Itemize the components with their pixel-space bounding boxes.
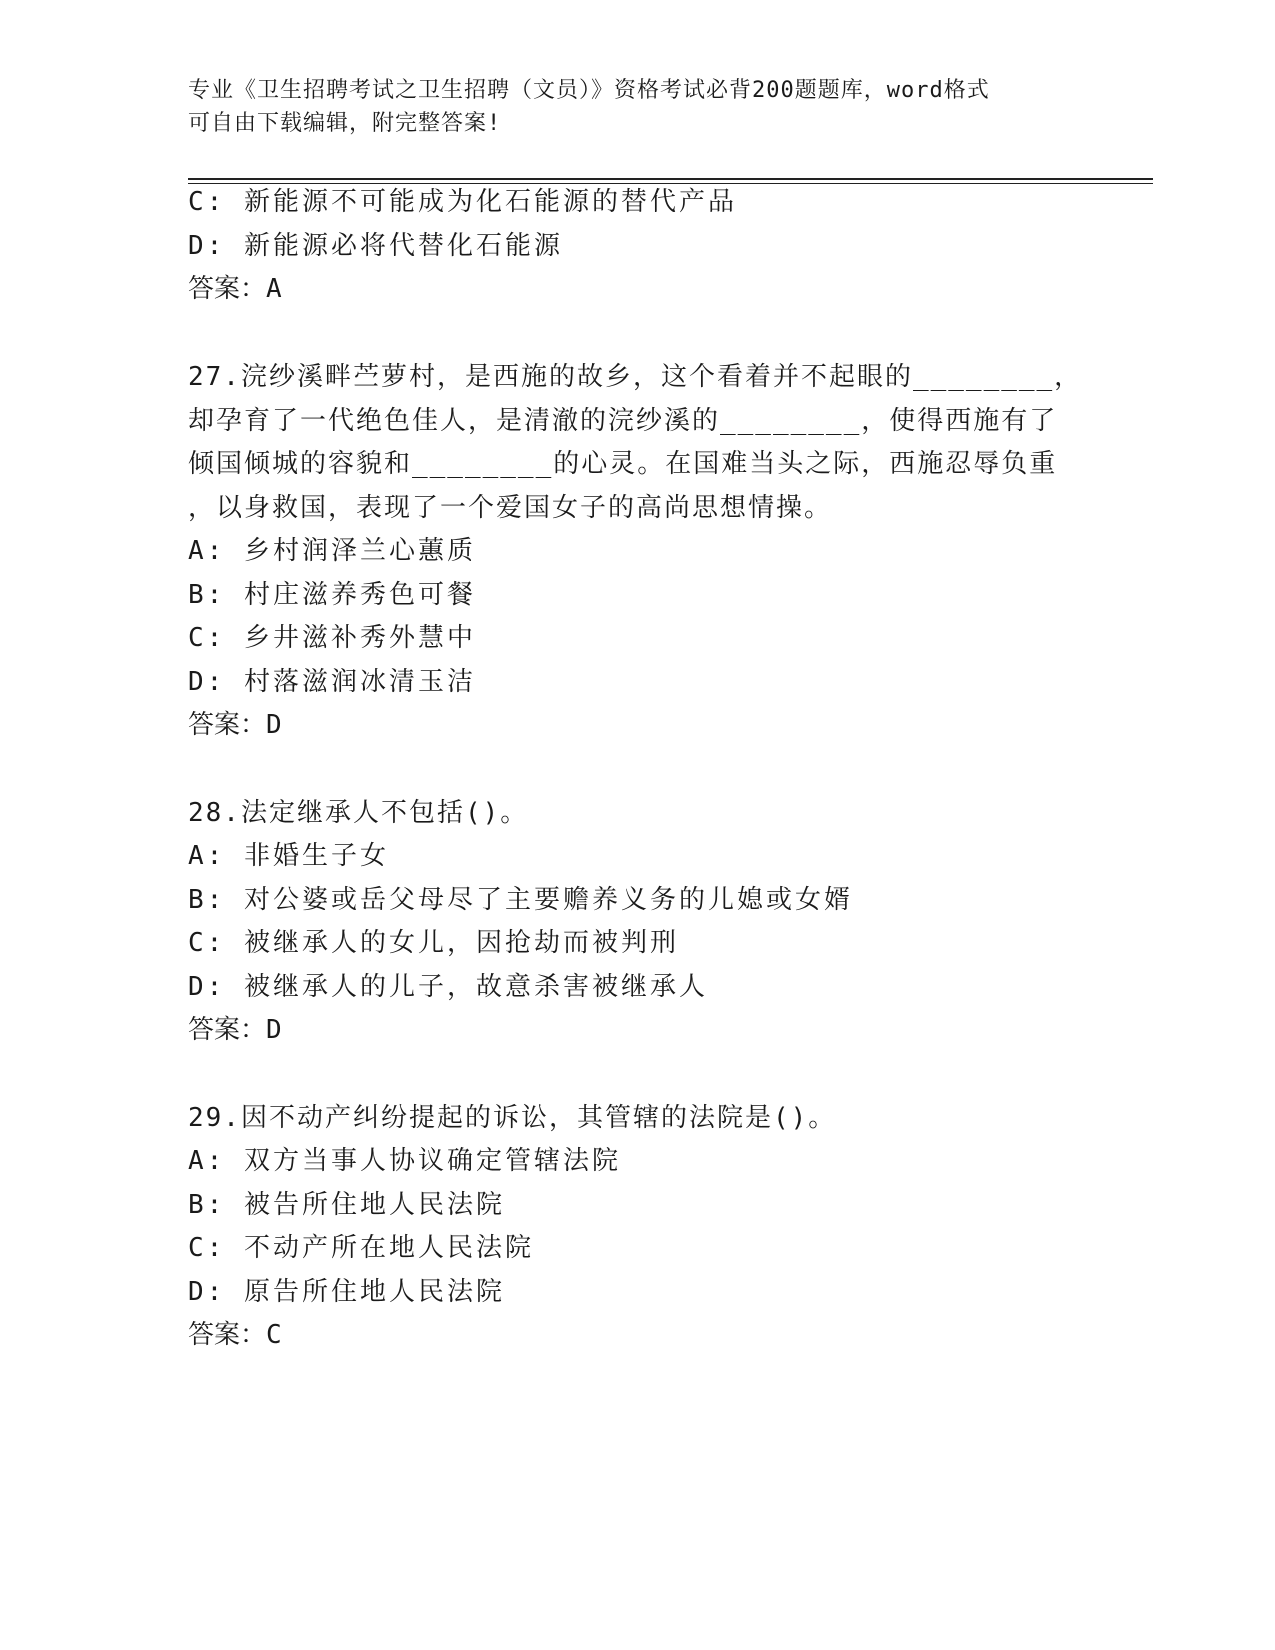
q27-stem-line-1: 27.浣纱溪畔苎萝村，是西施的故乡，这个看着并不起眼的________， bbox=[188, 362, 1083, 392]
q27-option-c: C: 乡井滋补秀外慧中 bbox=[188, 623, 476, 653]
answer-label: 答案： bbox=[188, 1320, 267, 1350]
q27-option-b: B: 村庄滋养秀色可餐 bbox=[188, 580, 476, 610]
q28-option-b: B: 对公婆或岳父母尽了主要赡养义务的儿媳或女婿 bbox=[188, 885, 853, 915]
q27-stem-line-3: 倾国倾城的容貌和________的心灵。在国难当头之际，西施忍辱负重 bbox=[188, 449, 1058, 479]
q27-option-a: A: 乡村润泽兰心蕙质 bbox=[188, 536, 476, 566]
document-header bbox=[188, 74, 1068, 140]
answer-value: A bbox=[266, 274, 282, 304]
q29-option-c: C: 不动产所在地人民法院 bbox=[188, 1233, 534, 1263]
header-title-line-1: 专业《卫生招聘考试之卫生招聘（文员）》资格考试必背200题题库，word格式 bbox=[188, 78, 990, 103]
prev-answer bbox=[188, 272, 282, 306]
header-divider-thin bbox=[188, 183, 1153, 184]
q28-option-d: D: 被继承人的儿子，故意杀害被继承人 bbox=[188, 972, 708, 1002]
answer-label: 答案： bbox=[188, 1015, 267, 1045]
answer-value: D bbox=[266, 1015, 282, 1045]
q29-stem: 29.因不动产纠纷提起的诉讼，其管辖的法院是()。 bbox=[188, 1103, 837, 1133]
prev-option-c: C: 新能源不可能成为化石能源的替代产品 bbox=[188, 187, 737, 217]
q29-option-d: D: 原告所住地人民法院 bbox=[188, 1277, 505, 1307]
q29-answer bbox=[188, 1318, 282, 1352]
prev-option-d: D: 新能源必将代替化石能源 bbox=[188, 231, 563, 261]
q29-option-b: B: 被告所住地人民法院 bbox=[188, 1190, 505, 1220]
answer-value: D bbox=[266, 710, 282, 740]
q28-stem: 28.法定继承人不包括()。 bbox=[188, 798, 529, 828]
q28-answer bbox=[188, 1013, 282, 1047]
header-title-line-2: 可自由下载编辑，附完整答案! bbox=[188, 111, 502, 136]
q27-answer bbox=[188, 708, 282, 742]
answer-value: C bbox=[266, 1320, 282, 1350]
q28-option-c: C: 被继承人的女儿，因抢劫而被判刑 bbox=[188, 928, 679, 958]
q29-option-a: A: 双方当事人协议确定管辖法院 bbox=[188, 1146, 621, 1176]
header-divider-thick bbox=[188, 178, 1153, 180]
answer-label: 答案： bbox=[188, 274, 267, 304]
q28-option-a: A: 非婚生子女 bbox=[188, 841, 389, 871]
q27-option-d: D: 村落滋润冰清玉洁 bbox=[188, 667, 476, 697]
q27-stem-line-4: ，以身救国，表现了一个爱国女子的高尚思想情操。 bbox=[188, 493, 833, 523]
q27-stem-line-2: 却孕育了一代绝色佳人，是清澈的浣纱溪的________，使得西施有了 bbox=[188, 406, 1058, 436]
answer-label: 答案： bbox=[188, 710, 267, 740]
